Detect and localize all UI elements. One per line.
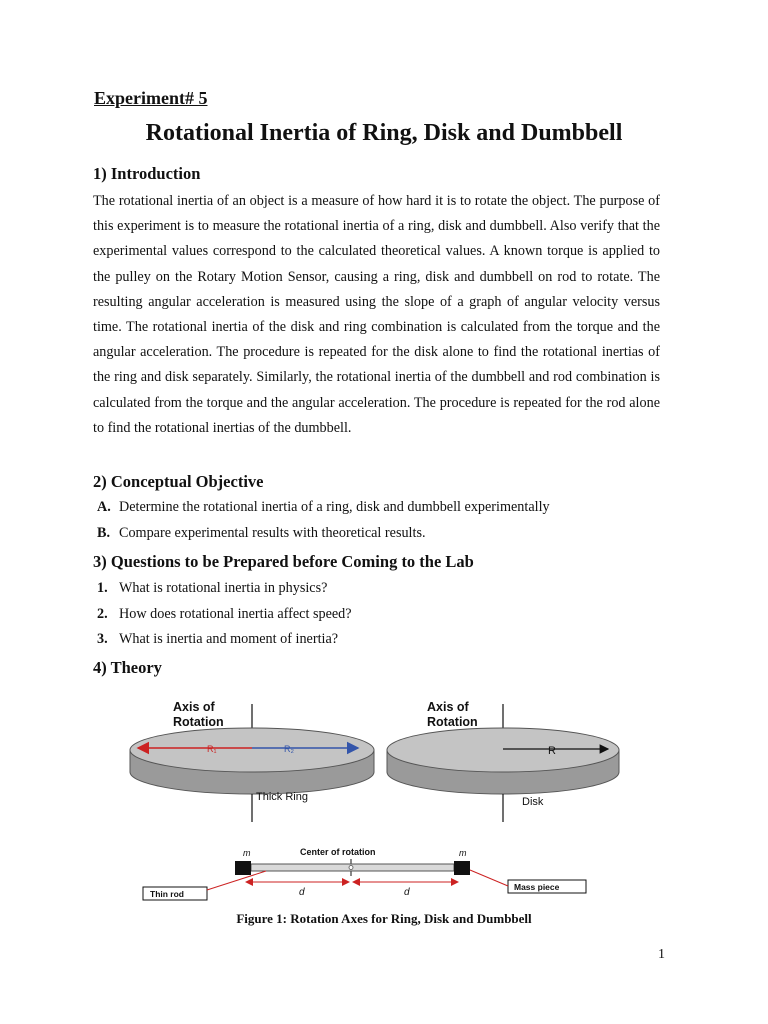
disk-top	[387, 728, 619, 772]
r1-label: R₁	[207, 744, 217, 754]
disk-axis-label-2: Rotation	[427, 715, 478, 729]
mass-left	[235, 861, 251, 875]
list-marker: 1.	[97, 580, 108, 596]
introduction-heading: 1) Introduction	[93, 164, 201, 183]
questions-heading: 3) Questions to be Prepared before Coming to the Lab	[93, 552, 474, 571]
mass-callout-label: Mass piece	[514, 882, 560, 892]
mass-right-label: m	[459, 848, 467, 858]
d-left-label: d	[299, 887, 305, 898]
list-item-text: What is inertia and moment of inertia?	[119, 631, 339, 647]
page-title: Rotational Inertia of Ring, Disk and Dumbbell	[145, 120, 623, 146]
mass-leader-line	[470, 870, 508, 886]
objective-heading: 2) Conceptual Objective	[93, 472, 264, 491]
center-pivot	[349, 866, 353, 870]
thick-ring-drawing	[130, 700, 374, 822]
introduction-text: The rotational inertia of an object is a measure of how hard it is to rotate the object. The purpose of this experiment is to measure the rotational inertia of a ring, disk and dumbbell. Also verify that the experimental values correspond to the calculated theoretical values. A known torque is applied to the pulley on the Rotary Motion Sensor, causing a ring, disk and dumbbell on rod to rotate. The resulting angular acceleration is measured using the slope of a graph of angular velocity versus time. The rotational inertia of the disk and ring combination is calculated from the torque and the angular acceleration. The procedure is repeated for the disk alone to find the rotational inertias of the ring and disk separately. Similarly, the rotational inertia of the dumbbell and rod combination is calculated from the torque and the angular acceleration. The procedure is repeated for the rod alone to find the rotational inertias of the dumbbell.	[93, 193, 660, 436]
page-number: 1	[658, 947, 665, 962]
r2-label: R₂	[284, 744, 294, 754]
mass-left-label: m	[243, 848, 251, 858]
dumbbell-drawing	[143, 847, 586, 900]
list-item-text: What is rotational inertia in physics?	[119, 580, 328, 596]
ring-label: Thick Ring	[256, 791, 308, 803]
list-marker: 2.	[97, 605, 108, 622]
r-label: R	[548, 745, 556, 757]
center-of-rotation-label: Center of rotation	[300, 847, 376, 857]
disk-drawing	[387, 700, 619, 822]
list-item-text: Compare experimental results with theoretical results.	[119, 524, 426, 541]
list-marker: B.	[97, 524, 111, 541]
list-item-text: Determine the rotational inertia of a ring, disk and dumbbell experimentally	[119, 499, 550, 515]
list-marker: 3.	[97, 631, 108, 647]
d-right-label: d	[404, 887, 410, 898]
ring-axis-label-1: Axis of	[173, 700, 215, 714]
rod-callout-label: Thin rod	[150, 889, 184, 899]
figure-caption: Figure 1: Rotation Axes for Ring, Disk and Dumbbell	[236, 911, 532, 926]
ring-axis-label-2: Rotation	[173, 715, 224, 729]
disk-axis-label-1: Axis of	[427, 700, 469, 714]
disk-label: Disk	[522, 796, 544, 808]
experiment-number: Experiment# 5	[94, 88, 208, 108]
list-marker: A.	[97, 499, 111, 515]
ring-top	[130, 728, 374, 772]
mass-right	[454, 861, 470, 875]
list-item-text: How does rotational inertia affect speed?	[119, 605, 352, 622]
theory-heading: 4) Theory	[93, 658, 162, 677]
